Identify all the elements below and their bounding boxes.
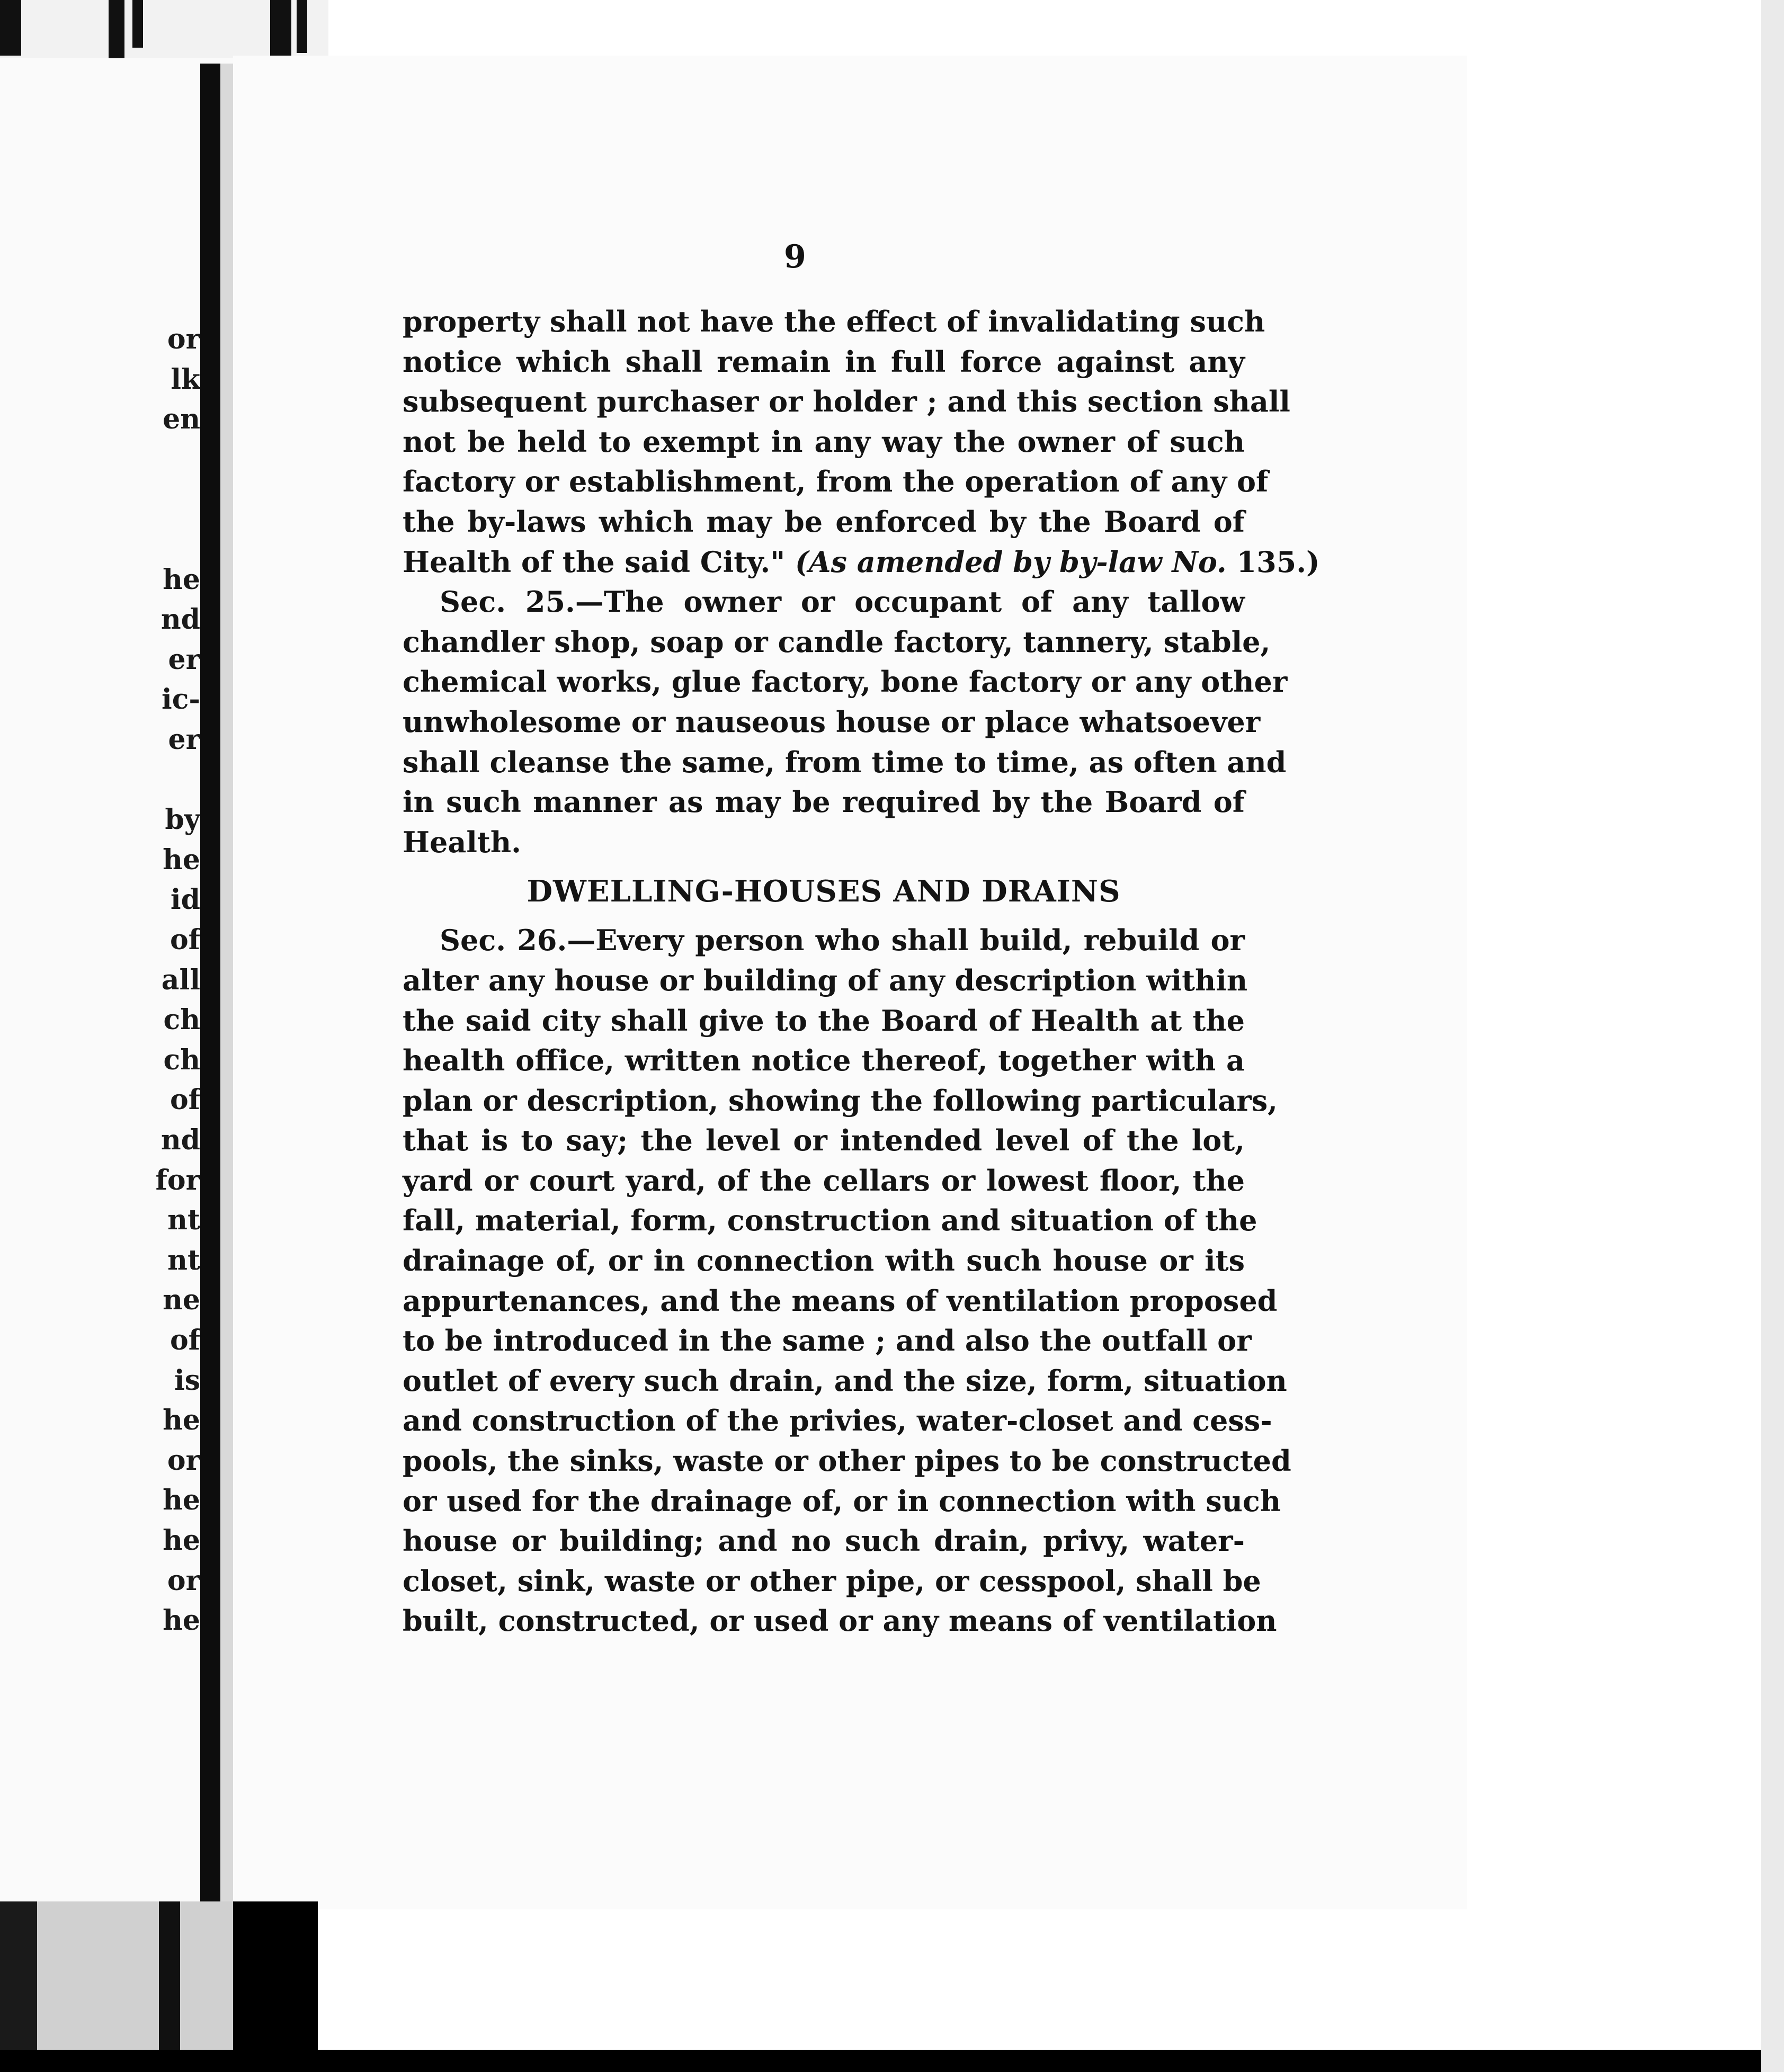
text-line: chandler shop, soap or candle factory, tannery, stable, (403, 624, 1271, 659)
text-line: appurtenances, and the means of ventilation proposed (403, 1283, 1278, 1318)
left-page-fragment: or (167, 1444, 200, 1477)
left-page-fragment: by (165, 803, 200, 836)
text-line: unwholesome or nauseous house or place whatsoever (403, 704, 1261, 739)
left-page-fragment: ne (163, 1284, 200, 1317)
left-page-fragment: nt (167, 1244, 200, 1276)
left-page-fragment: nd (160, 1124, 200, 1156)
text-line: Sec. 26.—Every person who shall build, rebuild or (440, 923, 1245, 958)
text-line: drainage of, or in connection with such house or its (403, 1244, 1245, 1278)
text-line: not be held to exempt in any way the owner of such (403, 424, 1245, 459)
text-line: Health. (403, 825, 521, 859)
left-page-fragment: nd (160, 603, 200, 636)
text-line: subsequent purchaser or holder ; and this section shall (403, 385, 1290, 419)
text-run: Health of the said City." (403, 544, 786, 579)
text-run: 135.) (1236, 544, 1320, 579)
text-line: built, constructed, or used or any means of ventilation (403, 1604, 1277, 1638)
page-edge (1761, 0, 1784, 2072)
text-line (403, 542, 1320, 583)
text-line: fall, material, form, construction and situation of the (403, 1203, 1257, 1238)
scan-border (0, 2050, 1784, 2072)
text-line: house or building; and no such drain, privy, water- (403, 1524, 1245, 1558)
left-page-fragment: he (163, 843, 200, 876)
text-line: the said city shall give to the Board of Health at the (403, 1003, 1245, 1038)
text-line: alter any house or building of any description within (403, 963, 1248, 997)
left-page-fragment: ic- (162, 683, 200, 716)
left-page-fragment: of (170, 1084, 200, 1117)
book-gutter (200, 64, 220, 1907)
binding-stub (297, 0, 307, 53)
text-line: chemical works, glue factory, bone factory or any other (403, 665, 1288, 699)
top-binding-strip (0, 0, 328, 61)
amendment-note: (As amended by by-law No. (795, 544, 1227, 579)
body-text (403, 302, 1320, 1641)
binding-stub (109, 0, 124, 58)
text-line: in such manner as may be required by the Board of (403, 785, 1245, 819)
text-line: notice which shall remain in full force against any (403, 344, 1245, 379)
text-line: the by-laws which may be enforced by the Board of (403, 504, 1245, 539)
left-page-fragment: or (167, 1564, 200, 1597)
page-number: 9 (784, 238, 806, 275)
binding-stub (270, 0, 291, 61)
text-line: or used for the drainage of, or in connection with such (403, 1484, 1281, 1518)
binding-stub (159, 1901, 180, 2072)
left-page-fragment: ch (163, 1043, 200, 1076)
text-line: pools, the sinks, waste or other pipes to be constructed (403, 1444, 1291, 1478)
left-page-fragment: all (161, 963, 200, 996)
bottom-binding-strip (0, 1901, 318, 2072)
text-line: outlet of every such drain, and the size, form, situation (403, 1363, 1287, 1398)
text-line: yard or court yard, of the cellars or lowest floor, the (403, 1163, 1245, 1198)
text-line: plan or description, showing the following particulars, (403, 1083, 1278, 1118)
left-page-fragment: id (170, 883, 200, 916)
text-line: closet, sink, waste or other pipe, or cesspool, shall be (403, 1564, 1261, 1598)
paragraph-sec-24-continued (403, 302, 1320, 582)
section-heading: DWELLING-HOUSES AND DRAINS (527, 874, 1121, 909)
binding-stub (132, 0, 143, 48)
left-page-fragment: for (155, 1164, 200, 1196)
left-page-fragment: er (168, 643, 200, 676)
text-line: and construction of the privies, water-closet and cess- (403, 1404, 1272, 1438)
left-page-fragment: ch (163, 1004, 200, 1037)
binding-stub (233, 1901, 318, 2072)
left-page-fragment: or (167, 323, 200, 355)
left-page-fragment: he (163, 1484, 200, 1517)
paragraph-sec-26 (403, 921, 1291, 1641)
left-page-fragment: he (163, 1524, 200, 1557)
left-page-fragment: nt (167, 1204, 200, 1237)
left-page-fragment: lk (171, 363, 200, 396)
left-page-fragment: en (163, 403, 200, 436)
left-page-fragment: er (168, 724, 200, 756)
paragraph-sec-25 (403, 582, 1288, 862)
left-page-fragment: he (163, 1404, 200, 1437)
left-page-fragment: of (170, 924, 200, 956)
binding-stub (0, 1901, 37, 2072)
left-page-fragment: is (174, 1364, 200, 1397)
text-line: health office, written notice thereof, together with a (403, 1043, 1245, 1078)
text-line: that is to say; the level or intended level of the lot, (403, 1123, 1245, 1158)
text-line: shall cleanse the same, from time to time, as often and (403, 745, 1287, 779)
text-line: property shall not have the effect of invalidating such (403, 305, 1265, 338)
text-line: Sec. 25.—The owner or occupant of any tallow (440, 585, 1245, 619)
left-facing-page (0, 58, 233, 1912)
text-line: to be introduced in the same ; and also the outfall or (403, 1324, 1252, 1358)
left-page-fragment: he (163, 1604, 200, 1637)
left-page-fragment: he (163, 563, 200, 596)
left-page-fragment: of (170, 1324, 200, 1356)
text-line: factory or establishment, from the operation of any of (403, 465, 1269, 499)
binding-stub (0, 0, 21, 56)
